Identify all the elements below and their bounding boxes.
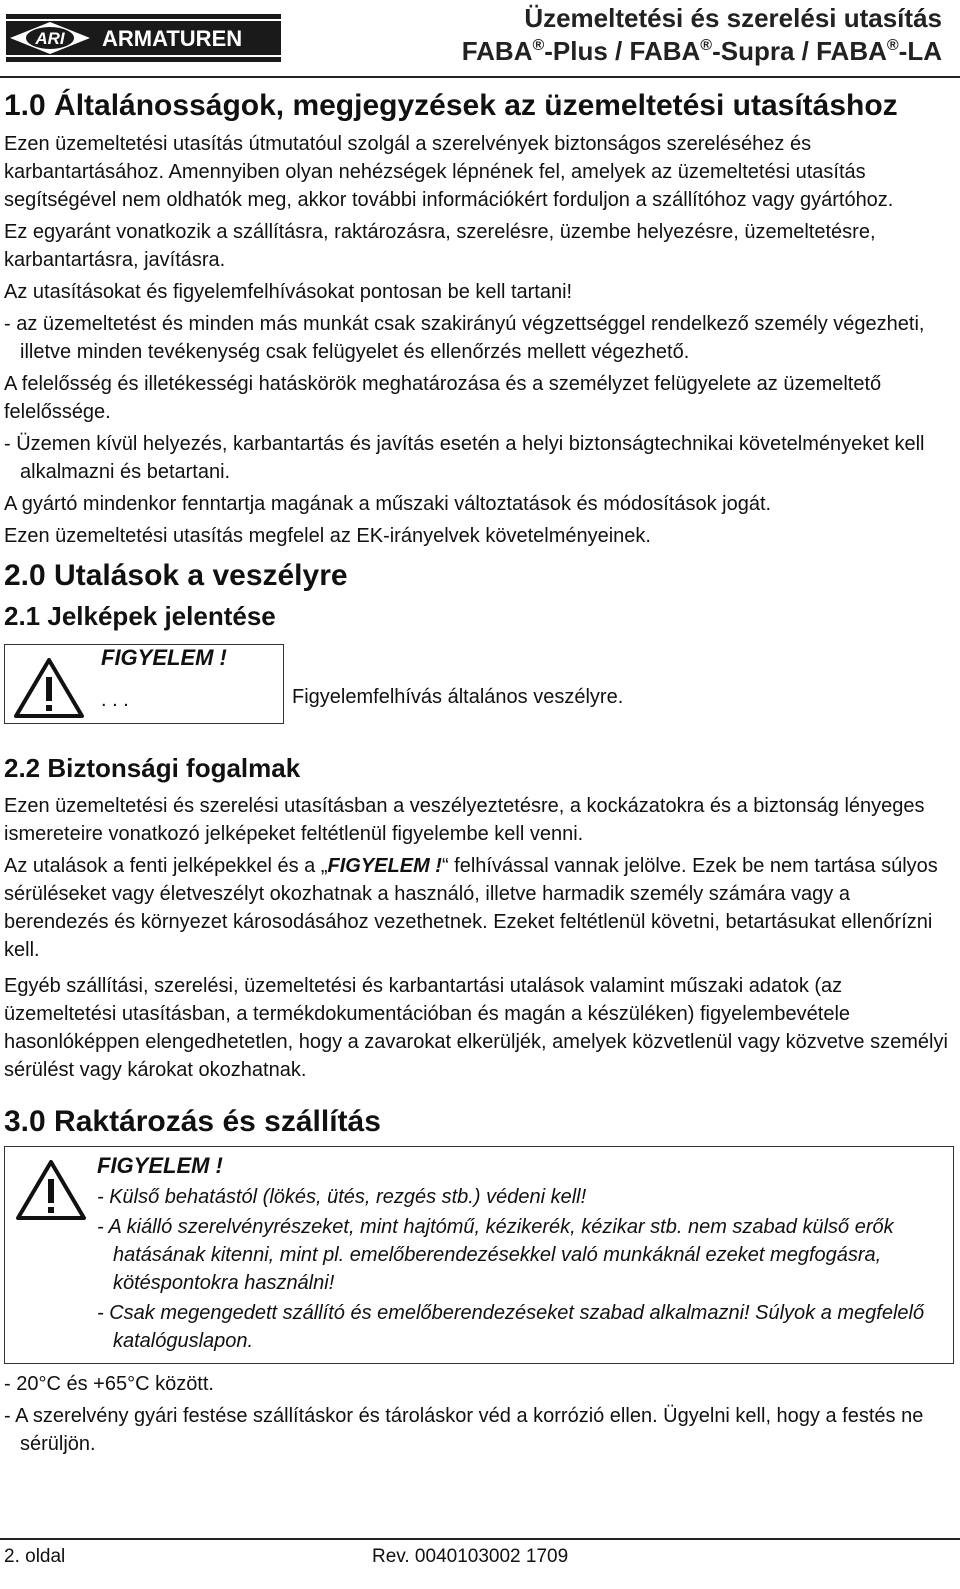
s1-paragraph-4: - az üzemeltetést és minden más munkát csak szakirányú végzettséggel rendelkező személy végezheti, illetve minden tevékenység csak felügyelet és ellenőrzés mellett végezhető. bbox=[4, 313, 925, 363]
section-2-2-heading: 2.2 Biztonsági fogalmak bbox=[4, 753, 301, 783]
warning-box bbox=[4, 1146, 954, 1364]
section-3-heading: 3.0 Raktározás és szállítás bbox=[4, 1105, 381, 1138]
section-1-heading: 1.0 Általánosságok, megjegyzések az üzemeltetési utasításhoz bbox=[4, 89, 898, 122]
footer-divider bbox=[0, 1538, 960, 1540]
document-title bbox=[462, 2, 942, 68]
symbol-legend bbox=[4, 640, 954, 740]
s1-paragraph-6: - Üzemen kívül helyezés, karbantartás és javítás esetén a helyi biztonságtechnikai követelményeket kell alkalmazni és betartani. bbox=[4, 433, 925, 483]
ari-armaturen-logo bbox=[6, 14, 281, 62]
page-number: 2. oldal bbox=[4, 1546, 66, 1567]
s1-paragraph-8: Ezen üzemeltetési utasítás megfelel az EK-irányelvek követelményeinek. bbox=[4, 525, 651, 547]
warning-triangle-icon bbox=[15, 1159, 87, 1221]
symbol-dots: . . . bbox=[101, 689, 129, 711]
header-divider bbox=[0, 76, 960, 78]
logo-name: ARMATUREN bbox=[102, 26, 243, 51]
warning-title: FIGYELEM ! bbox=[97, 1153, 223, 1178]
s1-paragraph-7: A gyártó mindenkor fenntartja magának a műszaki változtatások és módosítások jogát. bbox=[4, 493, 772, 515]
warning-line: - Csak megengedett szállító és emelőberendezéseket szabad alkalmazni! Súlyok a megfelelő katalóguslapon. bbox=[97, 1302, 925, 1352]
revision-number: Rev. 0040103002 1709 bbox=[372, 1546, 569, 1567]
page-content bbox=[4, 88, 954, 1462]
s1-paragraph-2: Ez egyaránt vonatkozik a szállításra, raktározásra, szerelésre, üzembe helyezésre, üzemeltetésre, karbantartásra, javításra. bbox=[4, 221, 876, 271]
section-2-heading: 2.0 Utalások a veszélyre bbox=[4, 559, 348, 592]
section-2-1-heading: 2.1 Jelképek jelentése bbox=[4, 601, 276, 631]
s2-paragraph-3: Egyéb szállítási, szerelési, üzemeltetési és karbantartási utalások valamint műszaki adatok (az üzemeltetési utasításban, a termékdokumentációban és magán a készüléken) figyelembevétele hasonlóképpen elengedhetetlen, hogy a zavarokat elkerüljék, amelyek közvetlenül vagy közvetve személyi sérülést vagy károkat okozhatnak. bbox=[4, 975, 948, 1081]
warning-triangle-icon bbox=[13, 657, 85, 719]
warning-line: - A kiálló szerelvényrészeket, mint hajtómű, kézikerék, kézikar stb. nem szabad külső erők hatásának kitenni, mint pl. emelőberendezésekkel való munkáknál ezeket megfogásra, kötéspontokra használni! bbox=[97, 1216, 894, 1294]
page-header bbox=[0, 0, 960, 80]
figyelem-inline: FIGYELEM ! bbox=[327, 855, 442, 877]
title-line-2: FABA®-Plus / FABA®-Supra / FABA®-LA bbox=[461, 36, 942, 66]
s1-paragraph-5: A felelősség és illetékességi hatáskörök meghatározása és a személyzet felügyelete az üzemeltető felelőssége. bbox=[4, 373, 882, 423]
symbol-label: FIGYELEM ! bbox=[101, 645, 227, 670]
title-line-1: Üzemeltetési és szerelési utasítás bbox=[524, 3, 942, 33]
s1-paragraph-1: Ezen üzemeltetési utasítás útmutatóul szolgál a szerelvények biztonságos szereléséhez és karbantartásához. Amennyiben olyan nehézségek lépnének fel, amelyek az üzemeltetési utasítás segítségével nem oldhatók meg, akkor további információkért forduljon a szállítóhoz vagy gyártóhoz. bbox=[4, 133, 894, 211]
symbol-box bbox=[4, 644, 284, 724]
warning-line: - Külső behatástól (lökés, ütés, rezgés stb.) védeni kell! bbox=[97, 1186, 587, 1208]
s2-paragraph-2: Az utalások a fenti jelképekkel és a „FIGYELEM !“ felhívással vannak jelölve. Ezek be nem tartása súlyos sérüléseket vagy életveszélyt okozhatnak a használó, illetve harmadik személy számára vagy a berendezés és környezet károsodásához vezethetnek. Ezeket feltétlenül követni, betartásukat ellenőrízni kell. bbox=[4, 855, 938, 961]
logo-mark: ARI bbox=[35, 29, 65, 48]
s1-paragraph-3: Az utasításokat és figyelemfelhívásokat pontosan be kell tartani! bbox=[4, 281, 573, 303]
s3-paragraph-2: - A szerelvény gyári festése szállításkor és tároláskor véd a korrózió ellen. Ügyelni kell, hogy a festés ne sérüljön. bbox=[4, 1405, 924, 1455]
symbol-description: Figyelemfelhívás általános veszélyre. bbox=[292, 686, 624, 708]
s2-paragraph-1: Ezen üzemeltetési és szerelési utasításban a veszélyeztetésre, a kockázatokra és a biztonság lényeges ismereteire vonatkozó jelképeket feltétlenül figyelembe kell venni. bbox=[4, 795, 925, 845]
s3-paragraph-1: - 20°C és +65°C között. bbox=[4, 1373, 214, 1395]
